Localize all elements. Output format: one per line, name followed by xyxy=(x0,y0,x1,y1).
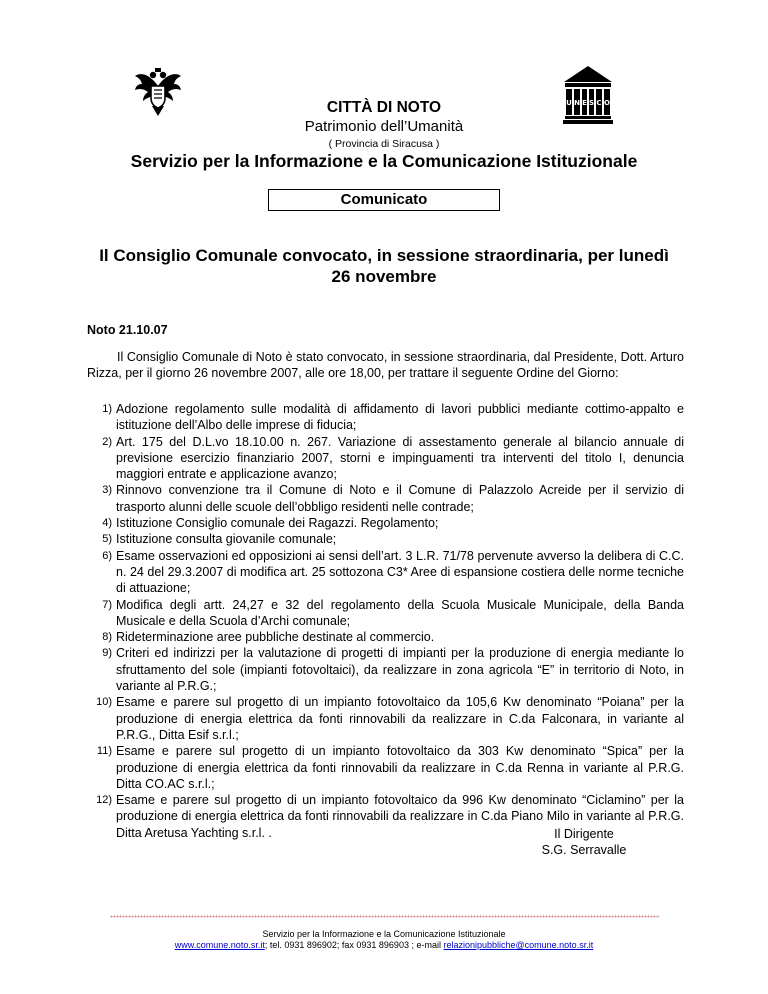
city-title: CITTÀ DI NOTO xyxy=(326,99,442,116)
agenda-item xyxy=(87,597,684,630)
agenda-item-number: 7) xyxy=(102,598,112,611)
agenda-list xyxy=(87,401,684,841)
agenda-item-number: 9) xyxy=(102,647,112,660)
agenda-item-text: Esame e parere sul progetto di un impianto fotovoltaico da 996 Kw denominato “Ciclamino” per la produzione di energia elettrica da fonti rinnovabili da realizzare in C.da Piano Milo in variante al P.R.G. Ditta Aretusa Yachting s.r.l. . xyxy=(116,793,684,840)
svg-text:U: U xyxy=(566,99,572,107)
svg-text:C: C xyxy=(596,99,602,107)
agenda-item-number: 6) xyxy=(102,549,112,562)
svg-text:S: S xyxy=(588,99,595,107)
agenda-item xyxy=(87,401,684,434)
svg-text:O: O xyxy=(604,99,610,107)
footer-divider xyxy=(110,915,660,918)
agenda-item-text: Istituzione Consiglio comunale dei Ragazzi. Regolamento; xyxy=(116,516,439,531)
agenda-item-number: 8) xyxy=(102,631,112,644)
press-release-label: Comunicato xyxy=(268,189,500,211)
website-link[interactable]: www.comune.noto.sr.it xyxy=(174,940,265,950)
agenda-item xyxy=(87,548,684,597)
agenda-item-number: 4) xyxy=(102,517,112,530)
headline-line-1: Il Consiglio Comunale convocato, in sessione straordinaria, per lunedì xyxy=(99,246,669,265)
agenda-item-number: 2) xyxy=(102,435,112,448)
agenda-item-number: 5) xyxy=(102,533,112,546)
agenda-item xyxy=(87,515,684,531)
heritage-subtitle: Patrimonio dell’Umanità xyxy=(304,118,464,135)
svg-text:N: N xyxy=(574,99,580,107)
agenda-item xyxy=(87,743,684,792)
agenda-item-number: 3) xyxy=(102,484,112,497)
footer-service: Servizio per la Informazione e la Comunicazione Istituzionale xyxy=(262,929,506,939)
intro-paragraph: Il Consiglio Comunale di Noto è stato convocato, in sessione straordinaria, dal Presidente, Dott. Arturo Rizza, per il giorno 26 novembre 2007, alle ore 18,00, per trattare il seguente Ordine del Giorno: xyxy=(87,350,684,381)
svg-text:E: E xyxy=(582,99,587,107)
signature-name: S.G. Serravalle xyxy=(541,843,627,857)
agenda-item xyxy=(87,531,684,547)
agenda-item-text: Adozione regolamento sulle modalità di affidamento di lavori pubblici mediante cottimo-appalto e istituzione dell’Albo delle imprese di fiducia; xyxy=(116,402,684,433)
headline-line-2: 26 novembre xyxy=(331,267,437,286)
agenda-item-number: 12) xyxy=(96,794,112,807)
province-label: ( Provincia di Siracusa ) xyxy=(328,138,440,150)
agenda-item-text: Criteri ed indirizzi per la valutazione di progetti di impianti per la produzione di energia mediante lo sfruttamento del sole (impianti fotovoltaici), da realizzare in zona agricola “E” in territorio di Noto, in variante al P.R.G.; xyxy=(116,646,684,694)
agenda-item-text: Istituzione consulta giovanile comunale; xyxy=(116,532,337,547)
agenda-item xyxy=(87,629,684,645)
signature-block xyxy=(504,826,664,858)
agenda-item-number: 1) xyxy=(102,403,112,415)
agenda-item-number: 11) xyxy=(96,745,112,758)
agenda-item-text: Esame e parere sul progetto di un impianto fotovoltaico da 303 Kw denominato “Spica” per la produzione di energia elettrica da fonti rinnovabili da realizzare in C.da Renna in variante al P.R.G. Ditta CO.AC s.r.l.; xyxy=(116,744,684,791)
agenda-item-text: Art. 175 del D.L.vo 18.10.00 n. 267. Variazione di assestamento generale al bilancio annuale di previsione esercizio finanziario 2007, storni e impinguamenti tra interventi del titolo I, denuncia maggiori entrate e applicazione avanzo; xyxy=(116,434,684,482)
footer-phone-fax: ; tel. 0931 896902; fax 0931 896903 ; e-mail xyxy=(264,940,444,950)
signature-title: Il Dirigente xyxy=(554,827,614,841)
email-link[interactable]: relazionipubbliche@comune.noto.sr.it xyxy=(443,940,594,950)
agenda-item xyxy=(87,645,684,694)
agenda-item-text: Rideterminazione aree pubbliche destinate al commercio. xyxy=(116,630,435,645)
agenda-item xyxy=(87,434,684,483)
agenda-item-text: Esame osservazioni ed opposizioni ai sensi dell’art. 3 L.R. 71/78 pervenute avverso la delibera di C.C. n. 24 del 29.3.2007 di modifica art. 25 sottozona C3* Aree di espansione costiera delle norme tecniche di attuazione; xyxy=(116,548,684,596)
service-title: Servizio per la Informazione e la Comunicazione Istituzionale xyxy=(130,151,638,171)
agenda-item-text: Modifica degli artt. 24,27 e 32 del regolamento della Scuola Musicale Municipale, della Banda Musicale e della Scuola d’Archi comunale; xyxy=(116,597,684,628)
footer-contacts xyxy=(0,940,768,950)
agenda-item xyxy=(87,482,684,515)
agenda-item-number: 10) xyxy=(96,696,112,709)
dateline: Noto 21.10.07 xyxy=(87,323,168,337)
agenda-item-text: Esame e parere sul progetto di un impianto fotovoltaico da 105,6 Kw denominato “Poiana” per la produzione di energia elettrica da fonti rinnovabili da realizzare in C.da Falconara, in variante al P.R.G., Ditta Esif s.r.l.; xyxy=(116,695,684,742)
headline xyxy=(70,245,698,287)
agenda-item-text: Rinnovo convenzione tra il Comune di Noto e il Comune di Palazzolo Acreide per il servizio di trasporto alunni delle scuole dell’obbligo residenti nelle contrade; xyxy=(116,483,684,514)
agenda-item xyxy=(87,694,684,743)
